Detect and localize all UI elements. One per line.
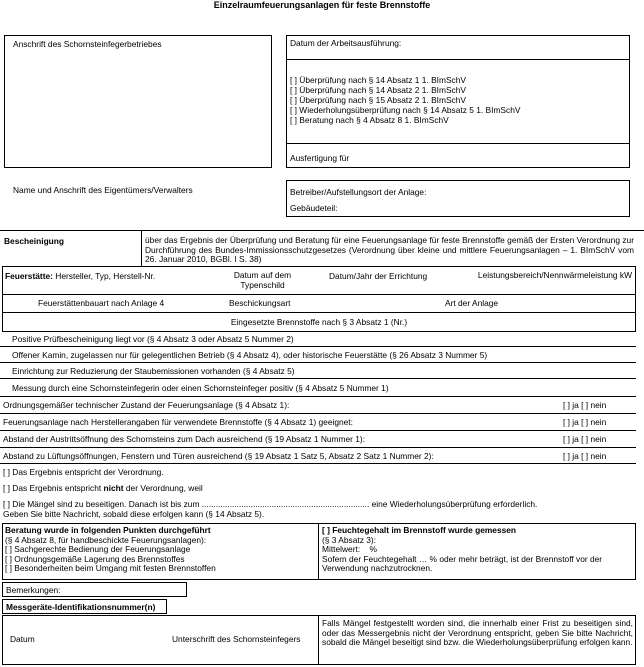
- yes-no-choice[interactable]: [ ] ja [ ] nein: [563, 417, 607, 427]
- checklist-item: Abstand der Austrittsöffnung des Schornsteins zum Dach ausreichend (§ 19 Absatz 1 Nummer 1):: [3, 434, 366, 444]
- divider: [318, 523, 319, 580]
- install-date-label: Datum/Jahr der Errichtung: [329, 271, 428, 281]
- typeplate-date-label: Datum auf dem Typenschild: [233, 270, 292, 290]
- feeding-type-label: Beschickungsart: [229, 298, 291, 308]
- date-label[interactable]: Datum: [10, 634, 35, 644]
- power-range-label: Leistungsbereich/Nennwärmeleistung kW: [477, 270, 632, 280]
- divider: [286, 143, 630, 144]
- footer-note: Falls Mängel festgestellt worden sind, die innerhalb einer Frist zu beseitigen sind, oder das Messergebnis nicht der Verordnung entspricht, geben Sie bitte Nachricht, sobald die Mängel beseitigt sind bzw. die Wiederholungsüberprüfung erfolgen kann.: [322, 618, 633, 648]
- yes-no-choice[interactable]: [ ] ja [ ] nein: [563, 434, 607, 444]
- check-option[interactable]: [ ] Überprüfung nach § 14 Absatz 2 1. BImSchV: [290, 85, 466, 95]
- plant-type-label: Art der Anlage: [445, 298, 499, 308]
- operator-box[interactable]: [286, 180, 630, 217]
- divider: [0, 447, 636, 448]
- moisture-section: [322, 526, 634, 574]
- advice-section: [5, 526, 216, 574]
- divider: [0, 413, 636, 414]
- divider: [141, 230, 142, 266]
- owner-label: Name und Anschrift des Eigentümers/Verwalters: [13, 185, 193, 195]
- yes-no-choice[interactable]: [ ] ja [ ] nein: [563, 451, 607, 461]
- divider: [318, 615, 319, 665]
- defects-option[interactable]: [ ] Die Mängel sind zu beseitigen. Danach ist bis zum ........................................................................ eine Wiederholungsüberprüfung erforderlich.: [3, 499, 538, 509]
- statement-item[interactable]: Einrichtung zur Reduzierung der Staubemissionen vorhanden (§ 4 Absatz 5): [12, 366, 295, 376]
- moisture-paragraph: (§ 3 Absatz 3):: [322, 534, 376, 545]
- divider: [2, 294, 636, 295]
- check-option[interactable]: [ ] Überprüfung nach § 15 Absatz 2 1. BImSchV: [290, 95, 466, 105]
- yes-no-choice[interactable]: [ ] ja [ ] nein: [563, 400, 607, 410]
- divider: [0, 346, 636, 347]
- moisture-mean[interactable]: Mittelwert: %: [322, 544, 377, 554]
- divider: [2, 312, 636, 313]
- moisture-heading[interactable]: [ ] Feuchtegehalt im Brennstoff wurde gemessen: [322, 525, 517, 535]
- advice-option[interactable]: [ ] Besonderheiten beim Umgang mit festen Brennstoffen: [5, 563, 216, 573]
- ausfertigung-label[interactable]: Ausfertigung für: [290, 153, 350, 163]
- chimney-sweep-address-box[interactable]: [4, 35, 272, 168]
- advice-line: (§ 4 Absatz 8, für handbeschickte Feuerungsanlagen):: [5, 534, 207, 545]
- checklist-item: Ordnungsgemäßer technischer Zustand der Feuerungsanlage (§ 4 Absatz 1):: [3, 400, 290, 410]
- advice-heading: Beratung wurde in folgenden Punkten durchgeführt: [5, 525, 211, 535]
- result-not-ok-option[interactable]: [ ] Das Ergebnis entspricht nicht der Verordnung, weil: [3, 483, 203, 493]
- statement-item[interactable]: Messung durch eine Schornsteinfegerin oder einen Schornsteinfeger positiv (§ 4 Absatz 5 Nummer 1): [12, 383, 389, 393]
- certificate-label: Bescheinigung: [4, 236, 65, 246]
- furnace-design-label: Feuerstättenbauart nach Anlage 4: [38, 298, 165, 308]
- remarks-label: Bemerkungen:: [6, 585, 61, 595]
- defects-note: Geben Sie bitte Nachricht, sobald diese erfolgen kann (§ 14 Absatz 5).: [3, 509, 265, 519]
- building-part-label: Gebäudeteil:: [290, 203, 338, 213]
- certificate-text: über das Ergebnis der Überprüfung und Beratung für eine Feuerungsanlage für feste Brennstoffe gemäß der Ersten Verordnung zur Durchführung des Bundes-Immissionsschutzgesetzes (Verordnung über kleine und mittlere Feuerungsanlagen – 1. BImSchV vom 26. Januar 2010, BGBl. I S. 38): [145, 235, 634, 265]
- check-option[interactable]: [ ] Beratung nach § 4 Absatz 8 1. BImSchV: [290, 115, 449, 125]
- signature-label[interactable]: Unterschrift des Schornsteinfegers: [172, 634, 301, 644]
- result-ok-option[interactable]: [ ] Das Ergebnis entspricht der Verordnung.: [3, 467, 164, 477]
- divider: [0, 230, 644, 231]
- check-option[interactable]: [ ] Wiederholungsüberprüfung nach § 14 Absatz 5 1. BImSchV: [290, 105, 521, 115]
- divider: [0, 463, 636, 464]
- address-box-label: Anschrift des Schornsteinfegerbetriebes: [13, 39, 162, 49]
- checklist-item: Feuerungsanlage nach Herstellerangaben für verwendete Brennstoffe (§ 4 Absatz 1) geeignet:: [3, 417, 353, 427]
- divider: [0, 362, 636, 363]
- statement-item[interactable]: Offener Kamin, zugelassen nur für gelegentlichen Betrieb (§ 4 Absatz 4), oder historische Feuerstätte (§ 26 Absatz 3 Nummer 5): [12, 350, 488, 360]
- advice-option[interactable]: [ ] Sachgerechte Bedienung der Feuerungsanlage: [5, 544, 191, 554]
- operator-label: Betreiber/Aufstellungsort der Anlage:: [290, 187, 427, 197]
- divider: [0, 396, 636, 397]
- divider: [0, 430, 636, 431]
- divider: [286, 59, 630, 60]
- statement-item[interactable]: Positive Prüfbescheinigung liegt vor (§ 4 Absatz 3 oder Absatz 5 Nummer 2): [12, 334, 294, 344]
- advice-option[interactable]: [ ] Ordnungsgemäße Lagerung des Brennstoffes: [5, 553, 185, 564]
- check-options-list: [290, 75, 520, 125]
- moisture-text: Sofern der Feuchtegehalt … % oder mehr beträgt, ist der Brennstoff vor der Verwendung nachzutrocknen.: [322, 553, 603, 573]
- furnace-manufacturer-label: Feuerstätte: Hersteller, Typ, Herstell-Nr.: [5, 271, 156, 281]
- divider: [0, 378, 636, 379]
- checklist-item: Abstand zu Lüftungsöffnungen, Fenstern und Türen ausreichend (§ 19 Absatz 1 Satz 5, Absatz 2 Satz 1 Nummer 2):: [3, 451, 434, 461]
- page-title: Einzelraumfeuerungsanlagen für feste Brennstoffe: [213, 0, 431, 10]
- fuels-label: Eingesetzte Brennstoffe nach § 3 Absatz 1 (Nr.): [230, 317, 408, 327]
- check-option[interactable]: [ ] Überprüfung nach § 14 Absatz 1 1. BImSchV: [290, 75, 466, 85]
- date-of-work-label[interactable]: Datum der Arbeitsausführung:: [290, 38, 402, 48]
- device-id-label: Messgeräte-Identifikationsnummer(n): [6, 602, 156, 612]
